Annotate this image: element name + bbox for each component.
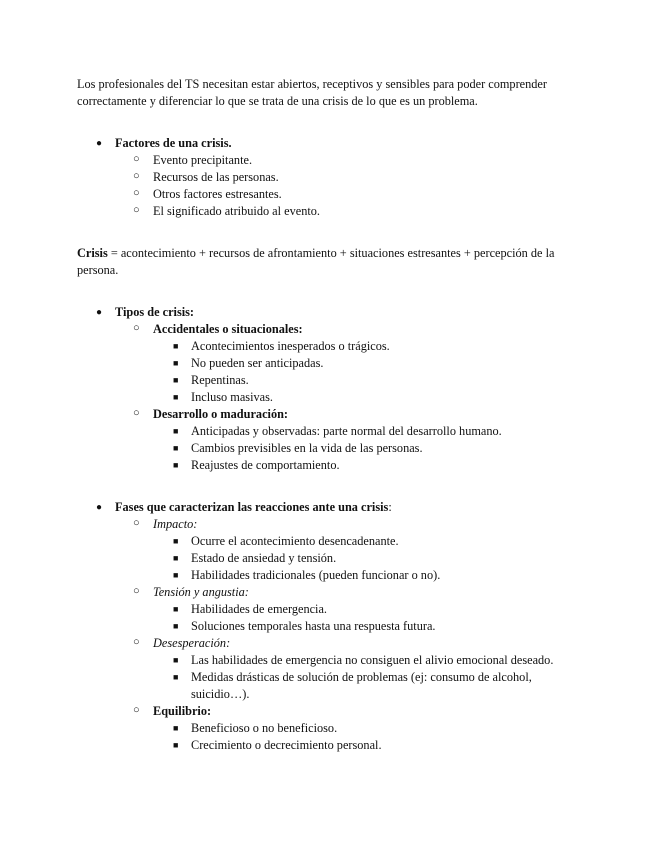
accidentales-item: ○ Accidentales o situacionales: ■ Acontecimientos inesperados o trágicos. ■ No pueden ser anticipadas. ■ Repentinas. ■ Incluso masivas.: [115, 321, 582, 406]
sections-list: [77, 304, 582, 754]
bullet-circle-icon: ○: [133, 187, 140, 199]
list-item: ○ Otros factores estresantes.: [133, 187, 282, 201]
crisis-term: Crisis: [77, 246, 108, 260]
bullet-square-icon: ■: [173, 341, 179, 351]
bullet-circle-icon: ○: [133, 204, 140, 216]
equilibrio-item: ○ Equilibrio: ■ Beneficioso o no beneficioso. ■ Crecimiento o decrecimiento personal.: [115, 703, 582, 754]
list-item: ■ Habilidades tradicionales (pueden funcionar o no).: [173, 568, 441, 582]
factores-list: [77, 135, 582, 220]
bullet-square-icon: ■: [173, 426, 179, 436]
fases-title: Fases que caracterizan las reacciones ante una crisis: [115, 500, 389, 514]
bullet-square-icon: ■: [173, 443, 179, 453]
bullet-square-icon: ■: [173, 358, 179, 368]
bullet-circle-icon: ○: [133, 153, 140, 165]
bullet-square-icon: ■: [173, 672, 179, 682]
bullet-disc-icon: ●: [96, 502, 103, 513]
intro-paragraph: Los profesionales del TS necesitan estar abiertos, receptivos y sensibles para poder comprender correctamente y diferenciar lo que se trata de una crisis de lo que es un problema.: [77, 77, 547, 108]
bullet-square-icon: ■: [173, 655, 179, 665]
list-item: ■ No pueden ser anticipadas.: [173, 356, 324, 370]
desesperacion-item: ○ Desesperación: ■ Las habilidades de emergencia no consiguen el alivio emocional deseado. ■ Medidas drásticas de solución de problemas (ej: consumo de alcohol, suicidio…).: [115, 635, 582, 703]
list-item: ○ Recursos de las personas.: [133, 170, 279, 184]
list-item: ■ Soluciones temporales hasta una respuesta futura.: [173, 619, 436, 633]
bullet-disc-icon: ●: [96, 138, 103, 149]
document-page: [77, 76, 582, 754]
bullet-square-icon: ■: [173, 723, 179, 733]
fases-section: ● Fases que caracterizan las reacciones ante una crisis: ○ Impacto: ■ Ocurre el acontecimiento desencadenante. ■ Estado de ansiedad y tensión. ■ Habilidades tradicionales (pueden funcionar o no). ○ Tensión y angustia: ■ Habilidades de emergencia. ■ Soluciones temporales hasta una respuesta futura. ○ Desesperación: ■ Las habilidades de emergencia no consiguen el alivio emocional deseado. ■ Medidas drásticas de solución de problemas (ej: consumo de alcohol, suicidio…). ○ Equilibrio: ■ Beneficioso o no beneficioso. ■ Crecimiento o decrecimiento personal.: [77, 499, 582, 754]
tipos-section: [77, 304, 582, 474]
bullet-square-icon: ■: [173, 570, 179, 580]
list-item: ■ Reajustes de comportamiento.: [173, 458, 340, 472]
list-item: ■ Crecimiento o decrecimiento personal.: [173, 738, 382, 752]
tension-item: ○ Tensión y angustia: ■ Habilidades de emergencia. ■ Soluciones temporales hasta una respuesta futura.: [115, 584, 582, 635]
bullet-circle-icon: ○: [133, 517, 140, 529]
factores-section: [77, 135, 582, 220]
crisis-definition: [77, 245, 582, 279]
list-item: ■ Anticipadas y observadas: parte normal del desarrollo humano.: [173, 424, 502, 438]
bullet-circle-icon: ○: [133, 585, 140, 597]
list-item: ■ Acontecimientos inesperados o trágicos.: [173, 339, 390, 353]
list-item: ■ Cambios previsibles en la vida de las personas.: [173, 441, 423, 455]
list-item: ○ Evento precipitante.: [133, 153, 253, 167]
bullet-square-icon: ■: [173, 740, 179, 750]
bullet-circle-icon: ○: [133, 704, 140, 716]
bullet-square-icon: ■: [173, 375, 179, 385]
bullet-square-icon: ■: [173, 604, 179, 614]
bullet-square-icon: ■: [173, 621, 179, 631]
factores-title: Factores de una crisis.: [115, 136, 232, 150]
list-item: ■ Estado de ansiedad y tensión.: [173, 551, 337, 565]
list-item: ■ Las habilidades de emergencia no consiguen el alivio emocional deseado.: [173, 653, 554, 667]
list-item: ■ Incluso masivas.: [173, 390, 273, 404]
list-item: ■ Ocurre el acontecimiento desencadenante.: [173, 534, 399, 548]
list-item: ■ Medidas drásticas de solución de problemas (ej: consumo de alcohol, suicidio…).: [173, 670, 532, 701]
bullet-circle-icon: ○: [133, 322, 140, 334]
crisis-definition-text: = acontecimiento + recursos de afrontamiento + situaciones estresantes + percepción de la persona.: [77, 246, 555, 277]
list-item: ■ Habilidades de emergencia.: [173, 602, 328, 616]
list-item: ■ Repentinas.: [173, 373, 249, 387]
impacto-item: ○ Impacto: ■ Ocurre el acontecimiento desencadenante. ■ Estado de ansiedad y tensión. ■ Habilidades tradicionales (pueden funcionar o no).: [115, 516, 582, 584]
bullet-square-icon: ■: [173, 392, 179, 402]
tipos-title: Tipos de crisis:: [115, 305, 195, 319]
bullet-square-icon: ■: [173, 460, 179, 470]
bullet-circle-icon: ○: [133, 170, 140, 182]
list-item: ■ Beneficioso o no beneficioso.: [173, 721, 338, 735]
desarrollo-item: ○ Desarrollo o maduración: ■ Anticipadas y observadas: parte normal del desarrollo humano. ■ Cambios previsibles en la vida de las personas. ■ Reajustes de comportamiento.: [115, 406, 582, 474]
bullet-square-icon: ■: [173, 553, 179, 563]
bullet-circle-icon: ○: [133, 407, 140, 419]
list-item: ○ El significado atribuido al evento.: [133, 204, 320, 218]
bullet-circle-icon: ○: [133, 636, 140, 648]
bullet-square-icon: ■: [173, 536, 179, 546]
bullet-disc-icon: ●: [96, 307, 103, 318]
